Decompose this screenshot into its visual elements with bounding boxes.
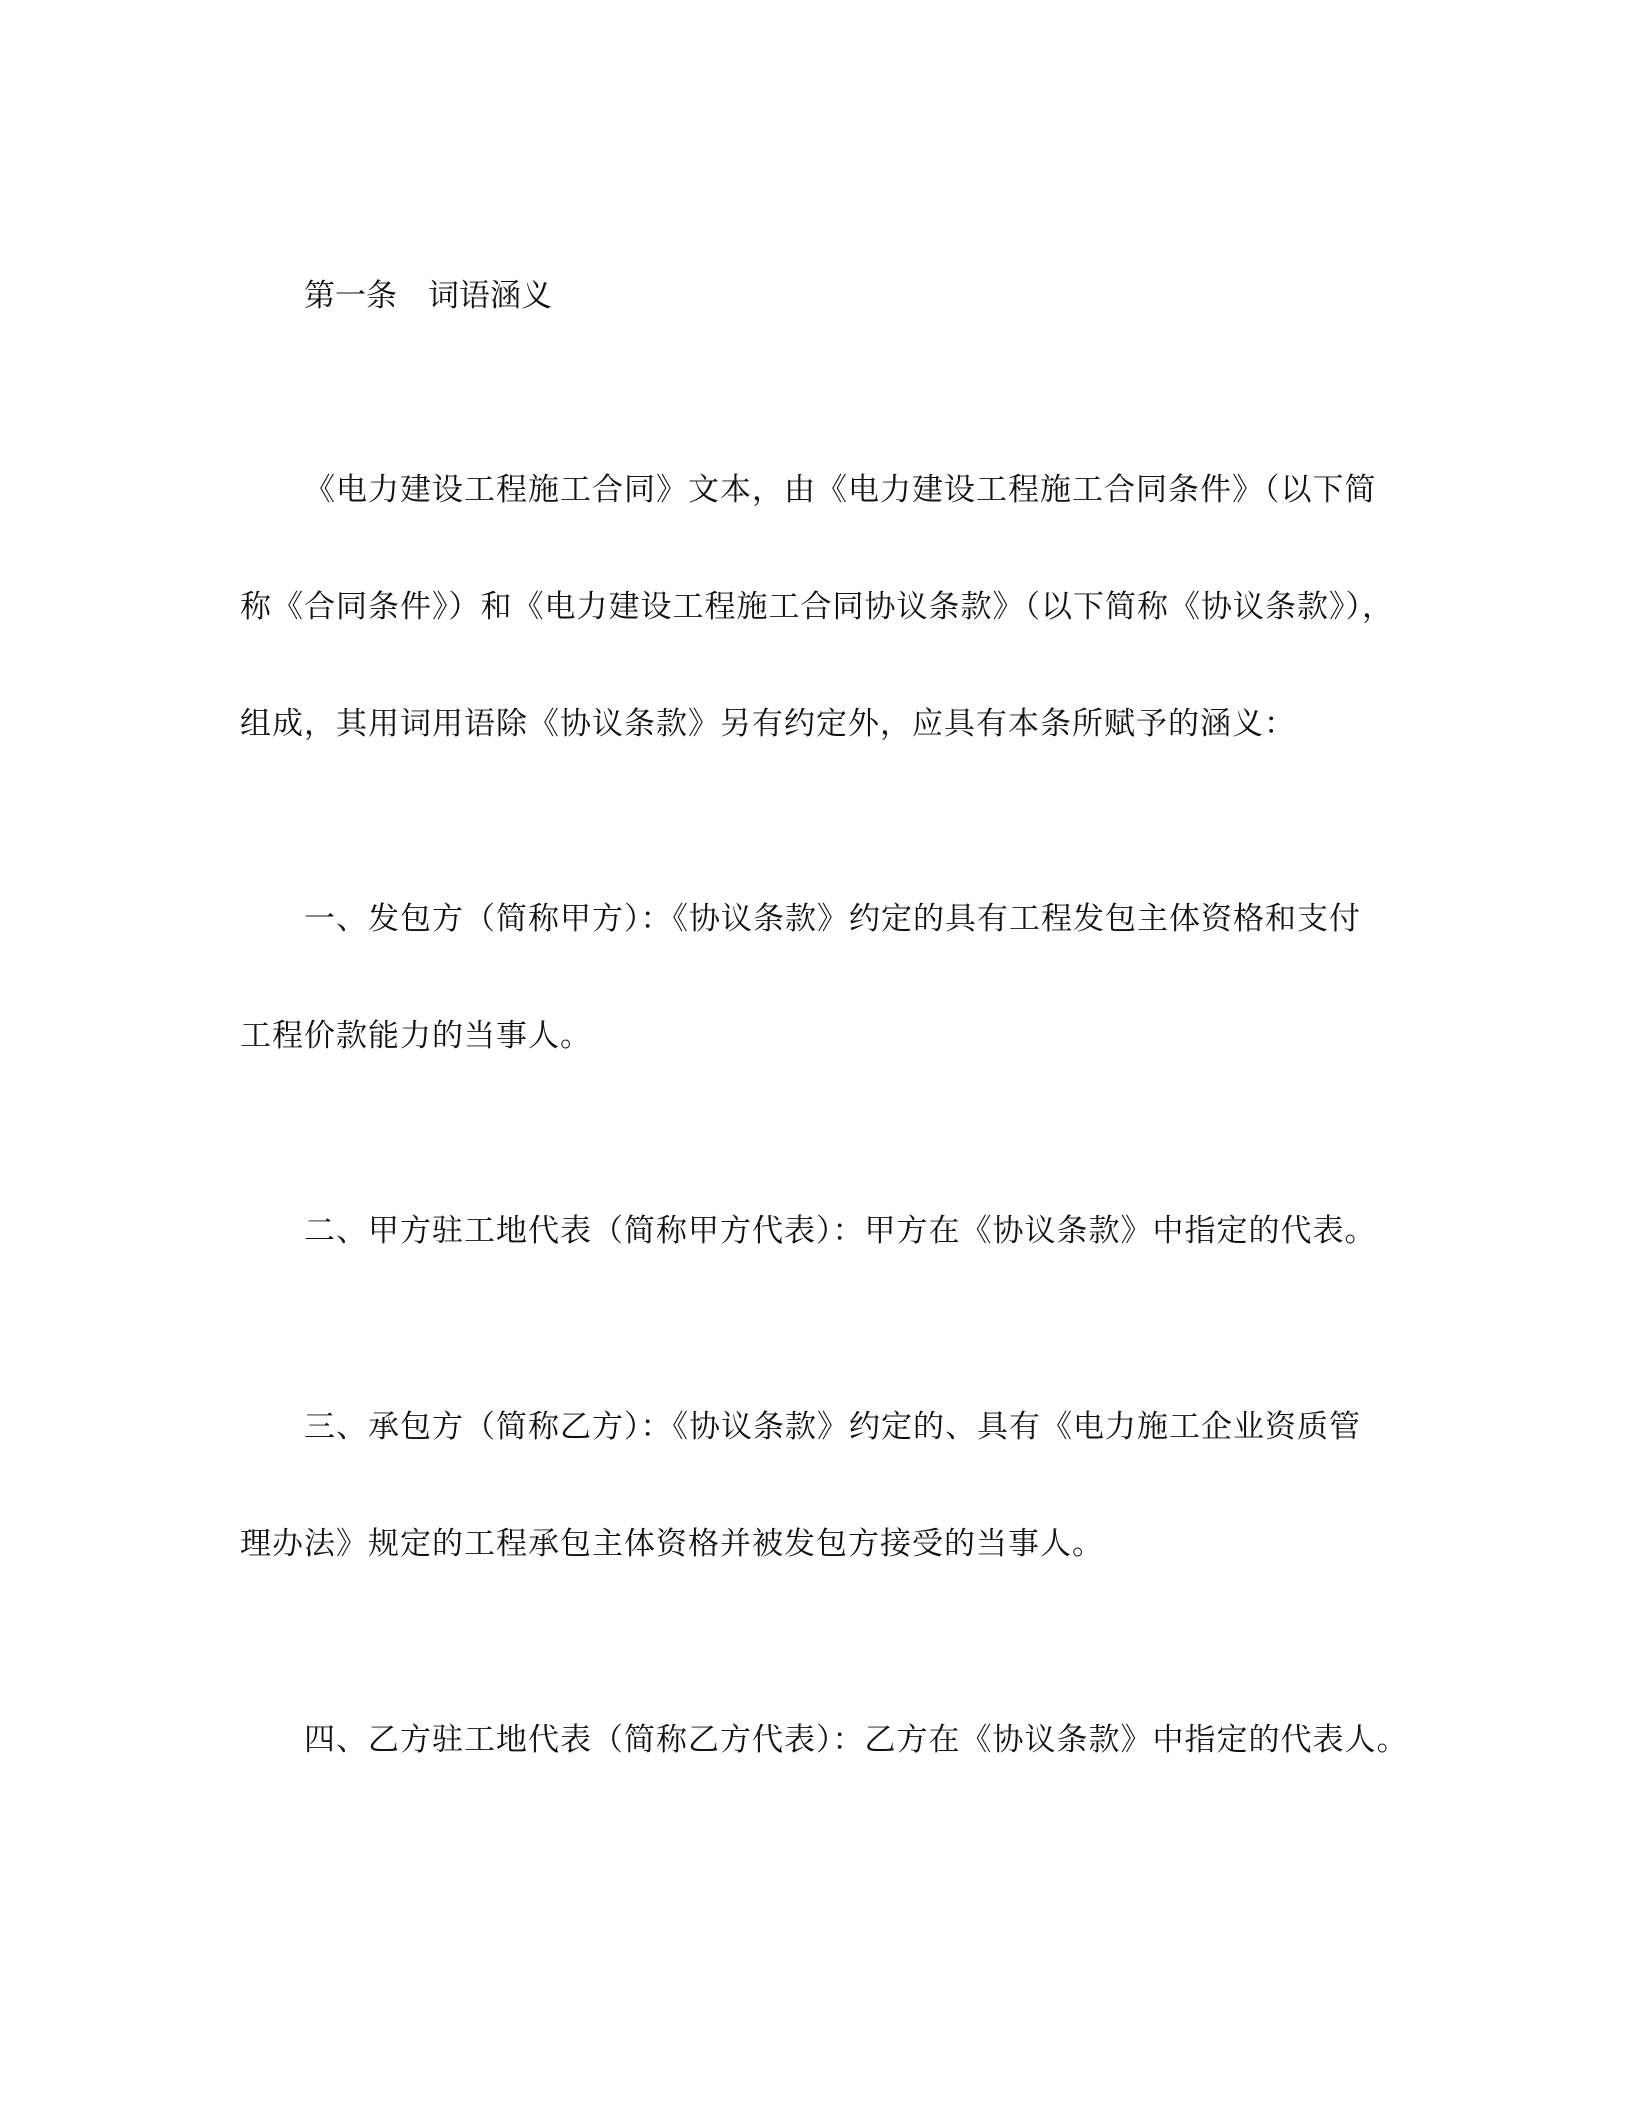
definition-1-line-1: 一、发包方（简称甲方）：《协议条款》约定的具有工程发包主体资格和支付 bbox=[304, 901, 1361, 937]
article-number: 第一条 bbox=[304, 278, 397, 314]
intro-line-1: 《电力建设工程施工合同》文本，由《电力建设工程施工合同条件》（以下简 bbox=[304, 472, 1377, 508]
definition-3-line-2: 理办法》规定的工程承包主体资格并被发包方接受的当事人。 bbox=[240, 1526, 1104, 1562]
intro-line-2: 称《合同条件》）和《电力建设工程施工合同协议条款》（以下简称《协议条款》）， bbox=[240, 589, 1394, 625]
definition-2-line-1: 二、甲方驻工地代表（简称甲方代表）：甲方在《协议条款》中指定的代表。 bbox=[304, 1213, 1377, 1249]
intro-line-3: 组成，其用词用语除《协议条款》另有约定外，应具有本条所赋予的涵义： bbox=[240, 706, 1296, 742]
definition-4-line-1: 四、乙方驻工地代表（简称乙方代表）：乙方在《协议条款》中指定的代表人。 bbox=[304, 1722, 1409, 1758]
definition-1-line-2: 工程价款能力的当事人。 bbox=[240, 1018, 592, 1054]
article-heading bbox=[304, 276, 552, 316]
article-title: 词语涵义 bbox=[428, 278, 552, 314]
definition-3-line-1: 三、承包方（简称乙方）：《协议条款》约定的、具有《电力施工企业资质管 bbox=[304, 1409, 1361, 1445]
